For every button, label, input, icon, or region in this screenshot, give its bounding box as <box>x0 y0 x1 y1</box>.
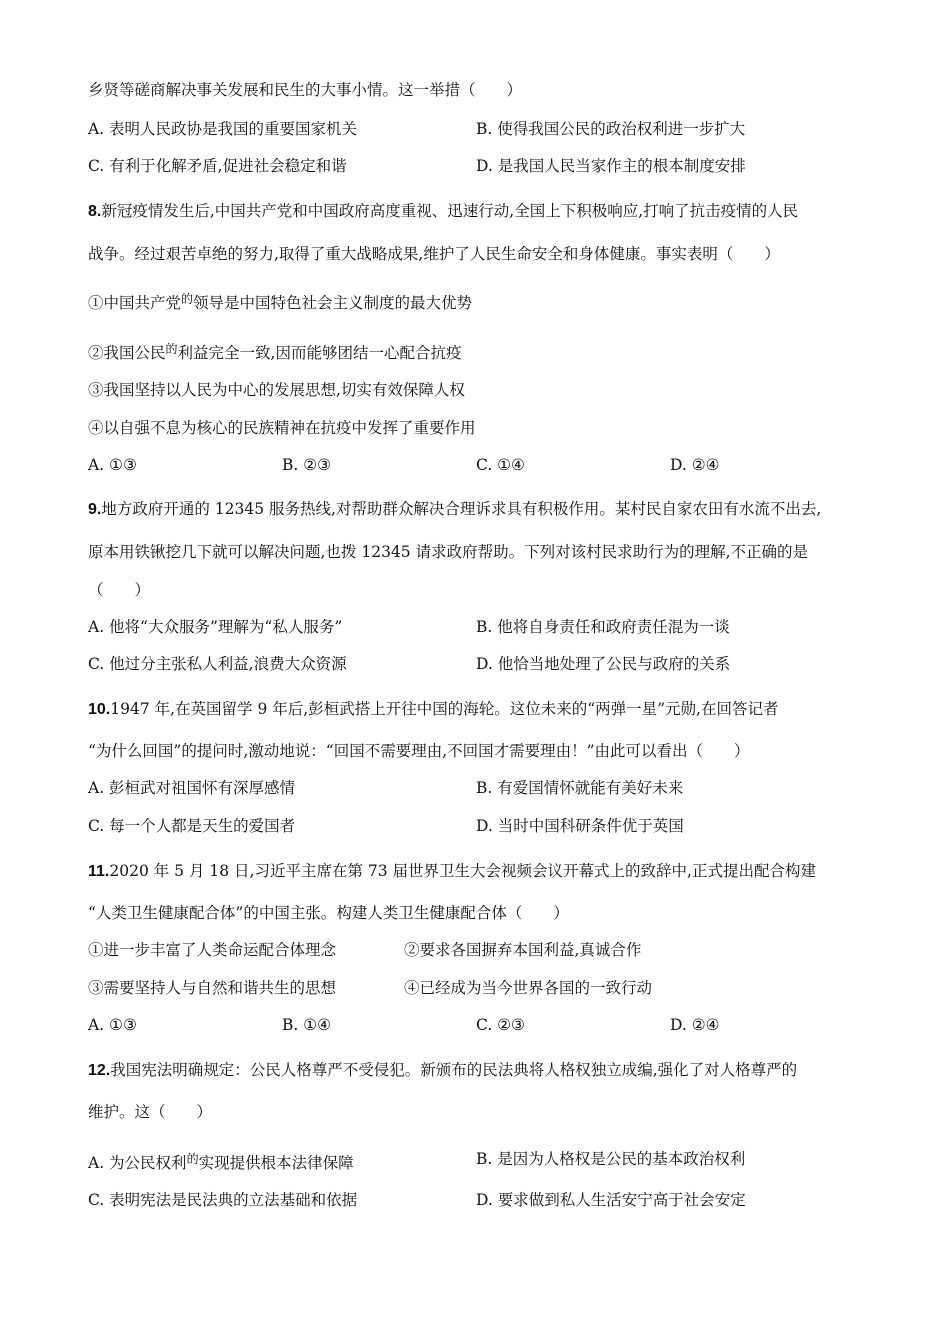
q11-statement-3: ③需要坚持人与自然和谐共生的思想 <box>88 979 337 997</box>
q9-stem-line3: （ ） <box>88 581 151 599</box>
q9-option-a[interactable]: A. 他将“大众服务”理解为“私人服务” <box>88 618 343 636</box>
q7-option-d[interactable]: D. 是我国人民当家作主的根本制度安排 <box>476 157 746 175</box>
q10-number: 10. <box>88 701 111 718</box>
q10-stem-line2: “为什么回国”的提问时,激动地说：“回国不需要理由,不回国才需要理由！”由此可以看出（ ） <box>88 742 750 760</box>
q12-option-a[interactable]: A. 为公民权利$^的$实现提供根本法律保障 <box>88 1152 354 1172</box>
q11-stem-line2: “人类卫生健康配合体”的中国主张。构建人类卫生健康配合体（ ） <box>88 904 569 922</box>
q11-option-c[interactable]: C. ②③ <box>476 1016 525 1034</box>
q8-statement-3: ③我国坚持以人民为中心的发展思想,切实有效保障人权 <box>88 381 465 399</box>
q7-stem-tail: 乡贤等磋商解决事关发展和民生的大事小情。这一举措（ ） <box>88 81 523 99</box>
q12-number: 12. <box>88 1062 111 1079</box>
q10-option-b[interactable]: B. 有爱国情怀就能有美好未来 <box>476 779 684 797</box>
q10-stem-line1: 10.1947 年,在英国留学 9 年后,彭桓武搭上开往中国的海轮。这位未来的“两弹一星”元勋,在回答记者 <box>88 700 779 718</box>
q11-statement-1: ①进一步丰富了人类命运配合体理念 <box>88 941 337 959</box>
q11-option-b[interactable]: B. ①④ <box>282 1016 332 1034</box>
q7-option-c[interactable]: C. 有利于化解矛盾,促进社会稳定和谐 <box>88 157 347 175</box>
q8-statement-2: ②我国公民$^的$利益完全一致,因而能够团结一心配合抗疫 <box>88 342 462 362</box>
q12-stem-line2: 维护。这（ ） <box>88 1103 213 1121</box>
q8-statement-4: ④以自强不息为核心的民族精神在抗疫中发挥了重要作用 <box>88 419 476 437</box>
q9-option-b[interactable]: B. 他将自身责任和政府责任混为一谈 <box>476 618 730 636</box>
q12-option-c[interactable]: C. 表明宪法是民法典的立法基础和依据 <box>88 1191 358 1209</box>
q8-stem-line2: 战争。经过艰苦卓绝的努力,取得了重大战略成果,维护了人民生命安全和身体健康。事实表明（ ） <box>88 245 780 263</box>
q11-option-d[interactable]: D. ②④ <box>670 1016 720 1034</box>
q9-option-d[interactable]: D. 他恰当地处理了公民与政府的关系 <box>476 655 731 673</box>
q8-option-b[interactable]: B. ②③ <box>282 456 332 474</box>
q8-stem-line1: 8.新冠疫情发生后,中国共产党和中国政府高度重视、迅速行动,全国上下积极响应,打响了抗击疫情的人民 <box>88 202 799 220</box>
q11-option-a[interactable]: A. ①③ <box>88 1016 137 1034</box>
q8-option-a[interactable]: A. ①③ <box>88 456 137 474</box>
q11-statement-4: ④已经成为当今世界各国的一致行动 <box>404 979 653 997</box>
q11-number: 11. <box>88 863 110 880</box>
q8-option-d[interactable]: D. ②④ <box>670 456 720 474</box>
q7-option-b[interactable]: B. 使得我国公民的政治权利进一步扩大 <box>476 120 746 138</box>
q12-stem-line1: 12.我国宪法明确规定：公民人格尊严不受侵犯。新颁布的民法典将人格权独立成编,强化了对人格尊严的 <box>88 1061 798 1079</box>
q10-option-c[interactable]: C. 每一个人都是天生的爱国者 <box>88 817 296 835</box>
q8-option-c[interactable]: C. ①④ <box>476 456 525 474</box>
q9-stem-line1: 9.地方政府开通的 12345 服务热线,对帮助群众解决合理诉求具有积极作用。某村民自家农田有水流不出去, <box>88 500 822 518</box>
q12-option-d[interactable]: D. 要求做到私人生活安宁高于社会安定 <box>476 1191 746 1209</box>
q8-number: 8. <box>88 203 102 220</box>
q11-statement-2: ②要求各国摒弃本国利益,真诚合作 <box>404 941 642 959</box>
q8-statement-1: ①中国共产党$^的$领导是中国特色社会主义制度的最大优势 <box>88 292 473 312</box>
q11-stem-line1: 11.2020 年 5 月 18 日,习近平主席在第 73 届世界卫生大会视频会议开幕式上的致辞中,正式提出配合构建 <box>88 862 816 880</box>
q9-number: 9. <box>88 501 102 518</box>
q7-option-a[interactable]: A. 表明人民政协是我国的重要国家机关 <box>88 120 358 138</box>
q12-option-b[interactable]: B. 是因为人格权是公民的基本政治权利 <box>476 1150 746 1168</box>
q9-stem-line2: 原本用铁锹挖几下就可以解决问题,也拨 12345 请求政府帮助。下列对该村民求助行为的理解,不正确的是 <box>88 543 809 561</box>
q9-option-c[interactable]: C. 他过分主张私人利益,浪费大众资源 <box>88 655 347 673</box>
q10-option-a[interactable]: A. 彭桓武对祖国怀有深厚感情 <box>88 779 296 797</box>
q10-option-d[interactable]: D. 当时中国科研条件优于英国 <box>476 817 684 835</box>
